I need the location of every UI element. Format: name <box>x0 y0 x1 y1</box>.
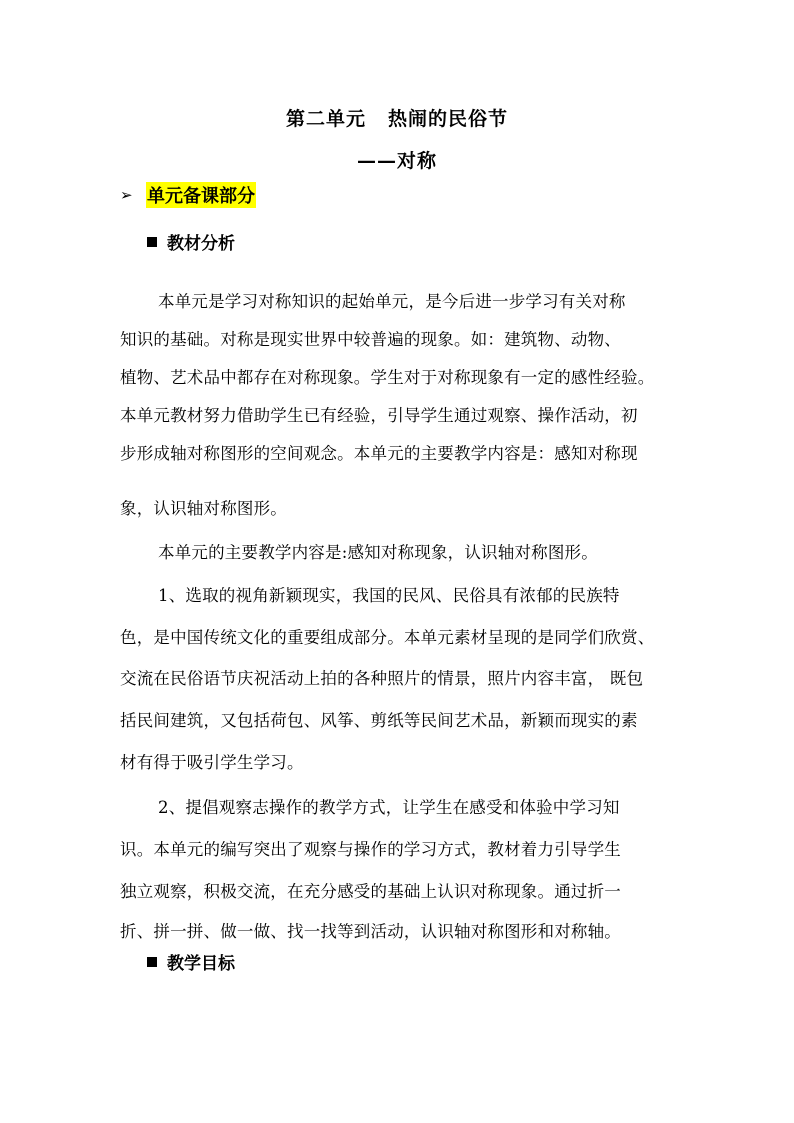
paragraph-line: 步形成轴对称图形的空间观念。本单元的主要教学内容是：感知对称现 <box>120 444 638 463</box>
unit-title-number: 第二单元 <box>285 108 366 130</box>
section-label-row <box>120 182 256 208</box>
section-label: 单元备课部分 <box>146 182 256 208</box>
paragraph-line: 植物、艺术品中都存在对称现象。学生对于对称现象有一定的感性经验。 <box>120 368 655 387</box>
paragraph-line: 交流在民俗语节庆祝活动上拍的各种照片的情景，照片内容丰富， 既包 <box>120 669 644 688</box>
paragraph-line: 1、选取的视角新颖现实，我国的民风、民俗具有浓郁的民族特 <box>158 586 620 605</box>
paragraph-line: 括民间建筑，又包括荷包、风筝、剪纸等民间艺术品，新颖而现实的素 <box>120 711 638 730</box>
paragraph-line: 知识的基础。对称是现实世界中较普遍的现象。如：建筑物、动物、 <box>120 330 621 349</box>
unit-title-name: 热闹的民俗节 <box>388 108 509 130</box>
paragraph-line: 折、拼一拼、做一做、找一找等到活动，认识轴对称图形和对称轴。 <box>120 922 621 941</box>
heading-text: 教材分析 <box>167 234 235 254</box>
unit-title <box>0 104 794 131</box>
paragraph-line: 识。本单元的编写突出了观察与操作的学习方式，教材着力引导学生 <box>120 840 621 859</box>
square-bullet-icon <box>147 237 157 247</box>
paragraph-line: 本单元教材努力借助学生已有经验，引导学生通过观察、操作活动，初 <box>120 406 638 425</box>
paragraph-line: 2、提倡观察志操作的教学方式，让学生在感受和体验中学习知 <box>158 798 620 817</box>
arrow-bullet-icon: ➢ <box>120 186 133 204</box>
paragraph-line: 独立观察，积极交流，在充分感受的基础上认识对称现象。通过折一 <box>120 882 621 901</box>
unit-subtitle: ——对称 <box>356 150 437 172</box>
heading-text: 教学目标 <box>167 954 235 974</box>
heading-teaching-goals <box>147 949 235 974</box>
heading-textbook-analysis <box>147 229 235 254</box>
paragraph-line: 本单元的主要教学内容是:感知对称现象，认识轴对称图形。 <box>158 543 598 562</box>
paragraph-line: 色，是中国传统文化的重要组成部分。本单元素材呈现的是同学们欣赏、 <box>120 628 655 647</box>
square-bullet-icon <box>147 957 157 967</box>
paragraph-line: 象，认识轴对称图形。 <box>120 499 287 518</box>
paragraph-line: 材有得于吸引学生学习。 <box>120 753 304 772</box>
paragraph-line: 本单元是学习对称知识的起始单元，是今后进一步学习有关对称 <box>158 292 626 311</box>
